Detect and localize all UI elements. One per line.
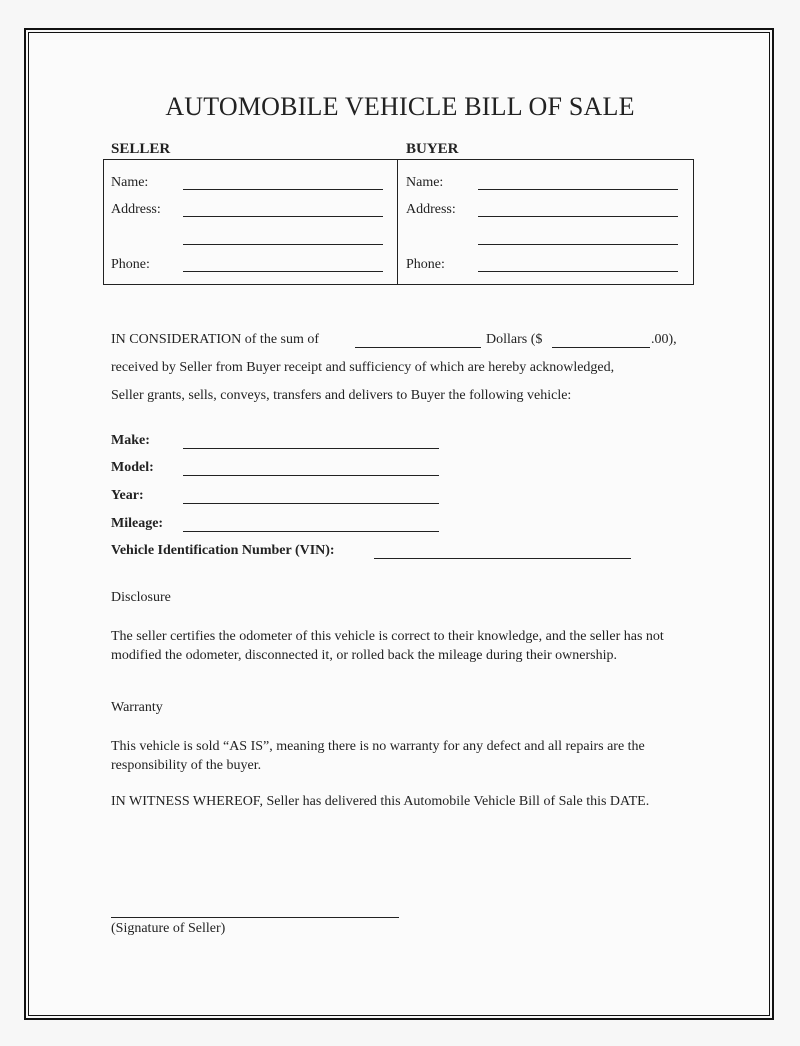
buyer-name-label: Name: — [406, 175, 444, 190]
year-label: Year: — [111, 488, 144, 503]
make-field[interactable] — [183, 448, 439, 449]
vin-field[interactable] — [374, 558, 631, 559]
seller-name-field[interactable] — [183, 189, 383, 190]
seller-address-field-1[interactable] — [183, 216, 383, 217]
sum-words-field[interactable] — [355, 347, 481, 348]
disclosure-heading: Disclosure — [111, 590, 171, 605]
buyer-phone-field[interactable] — [478, 271, 678, 272]
buyer-name-field[interactable] — [478, 189, 678, 190]
dollars-label: Dollars ($ — [486, 332, 543, 347]
document-title: AUTOMOBILE VEHICLE BILL OF SALE — [165, 92, 635, 121]
seller-phone-label: Phone: — [111, 257, 150, 272]
signature-label: (Signature of Seller) — [111, 921, 226, 936]
model-label: Model: — [111, 460, 154, 475]
warranty-heading: Warranty — [111, 700, 163, 715]
seller-address-label: Address: — [111, 202, 161, 217]
signature-line[interactable] — [111, 917, 399, 918]
mileage-field[interactable] — [183, 531, 439, 532]
seller-name-label: Name: — [111, 175, 149, 190]
warranty-text: This vehicle is sold “AS IS”, meaning there is no warranty for any defect and all repairs are the responsibility of the buyer. — [111, 739, 645, 773]
seller-address-field-2[interactable] — [183, 244, 383, 245]
mileage-label: Mileage: — [111, 516, 164, 531]
buyer-header: BUYER — [406, 141, 459, 157]
year-field[interactable] — [183, 503, 439, 504]
consideration-line-2: received by Seller from Buyer receipt and sufficiency of which are hereby acknowledged, — [111, 360, 615, 375]
cents-suffix: .00), — [651, 332, 677, 347]
vin-label: Vehicle Identification Number (VIN): — [111, 543, 335, 558]
buyer-address-field-2[interactable] — [478, 244, 678, 245]
party-table — [103, 159, 694, 285]
buyer-address-field-1[interactable] — [478, 216, 678, 217]
consideration-prefix: IN CONSIDERATION of the sum of — [111, 332, 320, 347]
sum-amount-field[interactable] — [552, 347, 650, 348]
seller-phone-field[interactable] — [183, 271, 383, 272]
buyer-phone-label: Phone: — [406, 257, 445, 272]
seller-header: SELLER — [111, 141, 171, 157]
consideration-line-3: Seller grants, sells, conveys, transfers and delivers to Buyer the following vehicle: — [111, 388, 572, 403]
party-table-divider — [397, 159, 398, 285]
model-field[interactable] — [183, 475, 439, 476]
buyer-address-label: Address: — [406, 202, 456, 217]
witness-text: IN WITNESS WHEREOF, Seller has delivered this Automobile Vehicle Bill of Sale this DATE. — [111, 794, 650, 809]
make-label: Make: — [111, 433, 150, 448]
disclosure-text: The seller certifies the odometer of this vehicle is correct to their knowledge, and the seller has not modified the odometer, disconnected it, or rolled back the mileage during their ownership. — [111, 629, 664, 663]
